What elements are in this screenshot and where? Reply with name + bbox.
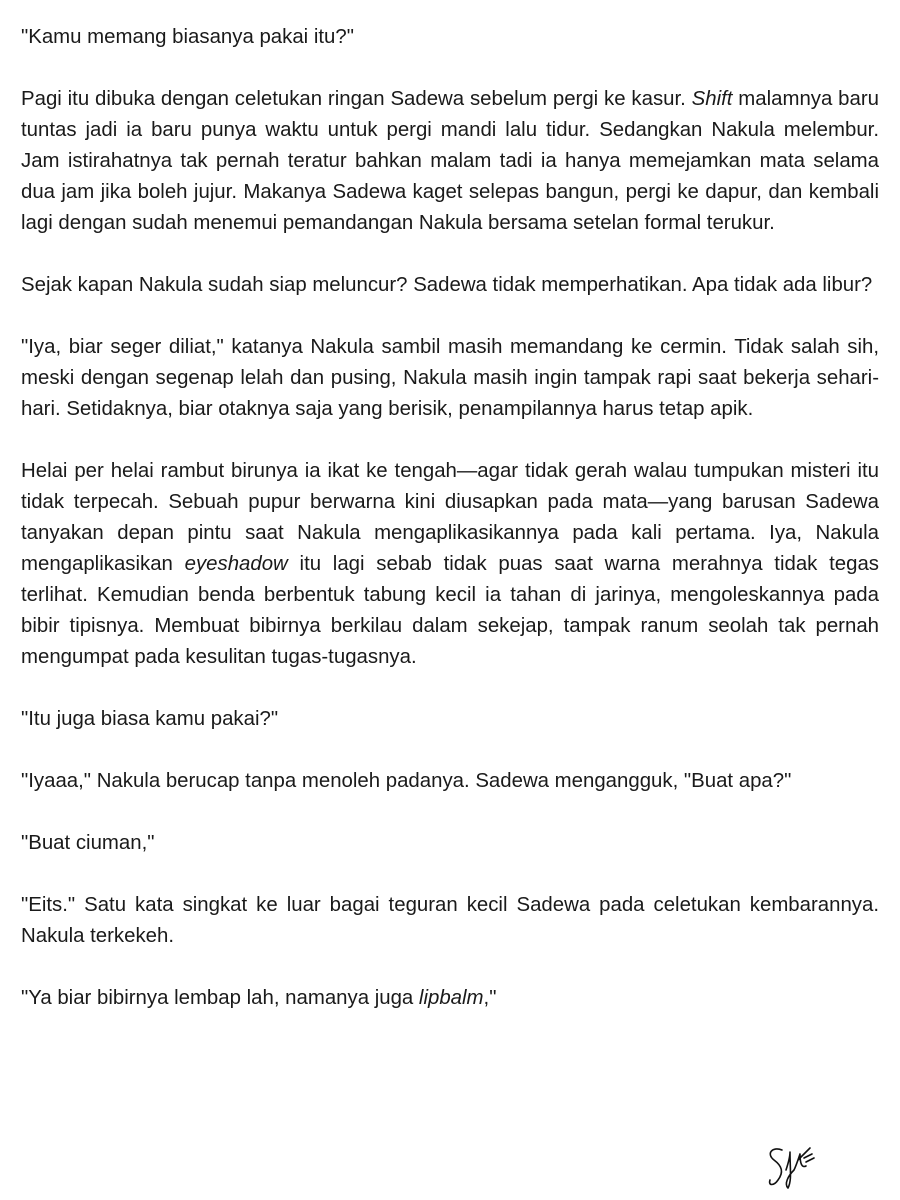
paragraph-2 [21,84,879,239]
paragraph-4: "Iya, biar seger diliat," katanya Nakula sambil masih memandang ke cermin. Tidak salah sih, meski dengan segenap lelah dan pusing, Nakula masih ingin tampak rapi saat bekerja sehari-hari. Setidaknya, biar otaknya saja yang berisik, penampilannya harus tetap apik. [21,336,879,420]
paragraph-6: "Itu juga biasa kamu pakai?" [21,708,279,730]
paragraph-5 [21,456,879,673]
paragraph-2-text-c: malamnya baru tuntas jadi ia baru punya waktu untuk pergi mandi lalu tidur. Sedangkan Nakula melembur. Jam istirahatnya tak pernah teratur bahkan malam tadi ia hanya memejamkan mata selama dua jam jika boleh jujur. Makanya Sadewa kaget selepas bangun, pergi ke dapur, dan kembali lagi dengan sudah menemui pemandangan Nakula bersama setelan formal terukur. [21,88,879,234]
signature-icon [762,1140,820,1192]
paragraph-10-text-a: "Ya biar bibirnya lembap lah, namanya juga [21,987,419,1009]
paragraph-1: "Kamu memang biasanya pakai itu?" [21,26,354,48]
paragraph-7: "Iyaaa," Nakula berucap tanpa menoleh padanya. Sadewa mengangguk, "Buat apa?" [21,770,792,792]
signature-stroke [770,1148,814,1188]
paragraph-10-italic-lipbalm: lipbalm [418,987,484,1009]
paragraph-10-text-c: ," [483,987,497,1009]
paragraph-5-text-a: Helai per helai rambut birunya ia ikat ke tengah—agar tidak gerah walau tumpukan misteri itu tidak terpecah. Sebuah pupur berwarna kini diusapkan pada mata—yang barusan Sadewa tanyakan depan pintu saat Nakula mengaplikasikannya pada kali pertama. Iya, Nakula mengaplikasikan [21,460,879,575]
paragraph-2-text-a: Pagi itu dibuka dengan celetukan ringan Sadewa sebelum pergi ke kasur. [21,88,692,110]
paragraph-10 [21,983,879,1014]
paragraph-9: "Eits." Satu kata singkat ke luar bagai teguran kecil Sadewa pada celetukan kembarannya. Nakula terkekeh. [21,894,879,947]
paragraph-2-italic-shift: Shift [691,88,733,110]
paragraph-8: "Buat ciuman," [21,832,155,854]
document-body [21,22,879,1045]
paragraph-5-text-c: itu lagi sebab tidak puas saat warna merahnya tidak tegas terlihat. Kemudian benda berbentuk tabung kecil ia tahan di jarinya, mengoleskannya pada bibir tipisnya. Membuat bibirnya berkilau dalam sekejap, tampak ranum seolah tak pernah mengumpat pada kesulitan tugas-tugasnya. [21,553,879,668]
paragraph-5-italic-eyeshadow: eyeshadow [184,553,288,575]
paragraph-3: Sejak kapan Nakula sudah siap meluncur? Sadewa tidak memperhatikan. Apa tidak ada libur? [21,274,873,296]
